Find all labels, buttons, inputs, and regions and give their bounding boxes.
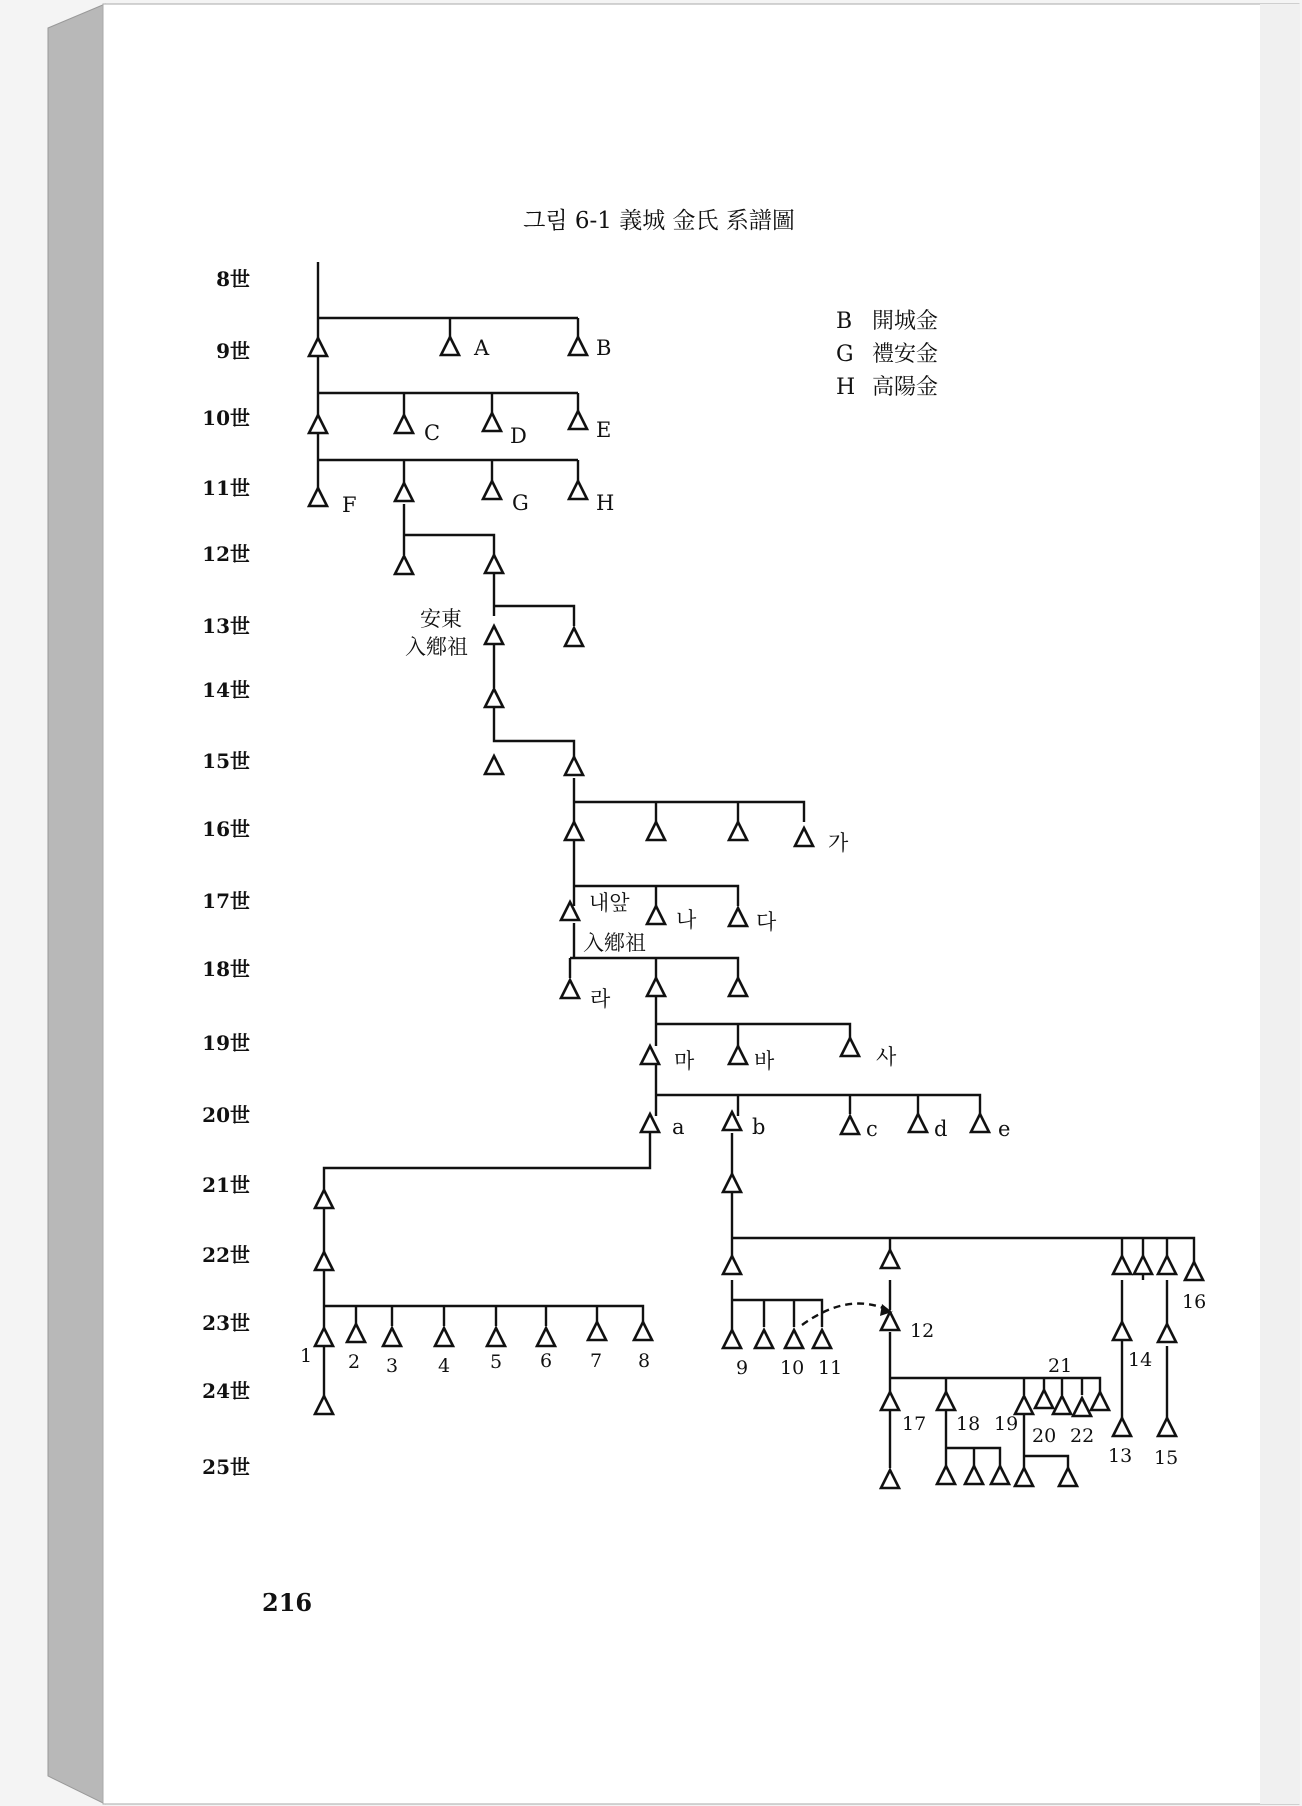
node-label: 入鄕祖 xyxy=(405,635,468,659)
generation-axis xyxy=(202,267,250,1479)
node-label: 라 xyxy=(590,987,611,1011)
node-label: B xyxy=(596,336,612,360)
node-label: 12 xyxy=(910,1320,935,1342)
person-node xyxy=(441,337,459,355)
person-node xyxy=(483,413,501,431)
person-node xyxy=(315,1252,333,1270)
node-label: 마 xyxy=(674,1049,695,1073)
person-node xyxy=(881,1470,899,1488)
person-node xyxy=(395,556,413,574)
legend xyxy=(836,309,938,400)
person-node xyxy=(971,1114,989,1132)
person-node xyxy=(991,1466,1009,1484)
person-node xyxy=(634,1322,652,1340)
person-node xyxy=(795,828,813,846)
node-label: 4 xyxy=(438,1355,451,1377)
person-node xyxy=(565,757,583,775)
person-node xyxy=(487,1328,505,1346)
generation-label: 10世 xyxy=(202,406,250,430)
person-node xyxy=(1059,1468,1077,1486)
generation-label: 15世 xyxy=(202,749,250,773)
generation-label: 25世 xyxy=(202,1455,250,1479)
legend-key: G xyxy=(836,342,854,367)
node-label: 10 xyxy=(780,1357,805,1379)
node-label: d xyxy=(934,1117,948,1141)
generation-label: 14世 xyxy=(202,678,250,702)
person-node xyxy=(723,1174,741,1192)
node-label: 安東 xyxy=(420,607,462,631)
node-label: 1 xyxy=(300,1345,313,1367)
node-label: b xyxy=(752,1115,766,1139)
node-label: 9 xyxy=(736,1357,749,1379)
generation-label: 23世 xyxy=(202,1311,250,1335)
person-node xyxy=(537,1328,555,1346)
person-node xyxy=(1073,1398,1091,1416)
node-label: 바 xyxy=(754,1049,775,1073)
person-node xyxy=(485,756,503,774)
person-node xyxy=(485,689,503,707)
person-node xyxy=(723,1256,741,1274)
node-label: A xyxy=(474,336,490,360)
node-label: 20 xyxy=(1032,1425,1057,1447)
person-node xyxy=(729,908,747,926)
node-label: 7 xyxy=(590,1350,603,1372)
person-node xyxy=(315,1396,333,1414)
node-label: 다 xyxy=(756,910,777,934)
node-label: C xyxy=(424,421,441,445)
node-label: 18 xyxy=(956,1413,981,1435)
page-number: 216 xyxy=(262,1588,313,1617)
person-node xyxy=(588,1322,606,1340)
tree-lines xyxy=(318,262,1194,1470)
legend-value: 開城金 xyxy=(872,309,939,334)
generation-label: 24世 xyxy=(202,1379,250,1403)
node-label: 8 xyxy=(638,1350,651,1372)
node-label: a xyxy=(672,1115,685,1139)
generation-label: 12世 xyxy=(202,542,250,566)
person-node xyxy=(309,488,327,506)
person-node xyxy=(729,978,747,996)
generation-label: 13世 xyxy=(202,614,250,638)
person-node xyxy=(937,1466,955,1484)
person-node xyxy=(723,1330,741,1348)
person-node xyxy=(1113,1256,1131,1274)
node-label: G xyxy=(512,491,529,515)
person-node xyxy=(565,822,583,840)
node-label: 2 xyxy=(348,1351,361,1373)
node-label: 13 xyxy=(1108,1445,1133,1467)
generation-label: 8世 xyxy=(216,267,250,291)
person-node xyxy=(395,415,413,433)
person-node xyxy=(755,1330,773,1348)
person-node xyxy=(965,1466,983,1484)
person-node xyxy=(561,902,579,920)
generation-label: 16世 xyxy=(202,817,250,841)
node-label: 17 xyxy=(902,1413,927,1435)
node-label: 사 xyxy=(876,1045,897,1069)
node-label: 14 xyxy=(1128,1349,1153,1371)
person-node xyxy=(841,1038,859,1056)
person-node xyxy=(1185,1262,1203,1280)
generation-label: 17世 xyxy=(202,889,250,913)
figure-title: 그림 6-1 義城 金氏 系譜圖 xyxy=(523,208,795,234)
person-node xyxy=(1091,1392,1109,1410)
person-node xyxy=(881,1250,899,1268)
person-node xyxy=(483,481,501,499)
node-label: 22 xyxy=(1070,1425,1095,1447)
generation-label: 20世 xyxy=(202,1103,250,1127)
person-node xyxy=(569,411,587,429)
person-node xyxy=(1053,1396,1071,1414)
person-node xyxy=(565,628,583,646)
person-node xyxy=(561,980,579,998)
node-label: 5 xyxy=(490,1351,503,1373)
person-node xyxy=(347,1324,365,1342)
person-node xyxy=(909,1114,927,1132)
person-node xyxy=(881,1392,899,1410)
legend-value: 高陽金 xyxy=(872,375,939,400)
node-labels xyxy=(342,336,1010,1141)
person-node xyxy=(315,1190,333,1208)
person-node xyxy=(1158,1324,1176,1342)
person-node xyxy=(813,1330,831,1348)
person-node xyxy=(937,1392,955,1410)
person-node xyxy=(569,481,587,499)
person-node xyxy=(1015,1396,1033,1414)
person-node xyxy=(729,822,747,840)
node-label: 3 xyxy=(386,1355,399,1377)
person-node xyxy=(485,555,503,573)
node-label: 내앞 xyxy=(589,891,630,915)
person-node xyxy=(1134,1256,1152,1274)
generation-label: 18世 xyxy=(202,957,250,981)
person-node xyxy=(785,1330,803,1348)
person-node xyxy=(435,1328,453,1346)
person-node xyxy=(1015,1468,1033,1486)
node-label: E xyxy=(596,418,612,442)
person-node xyxy=(309,415,327,433)
node-label: 나 xyxy=(676,908,697,932)
legend-key: B xyxy=(836,309,853,334)
node-label: H xyxy=(596,491,615,515)
generation-label: 19世 xyxy=(202,1031,250,1055)
number-labels xyxy=(300,1291,1206,1469)
person-node xyxy=(729,1046,747,1064)
person-node xyxy=(841,1116,859,1134)
node-label: 6 xyxy=(540,1350,553,1372)
node-label: F xyxy=(342,493,357,517)
node-label: 16 xyxy=(1182,1291,1207,1313)
person-node xyxy=(569,337,587,355)
person-node xyxy=(647,822,665,840)
person-node xyxy=(1035,1390,1053,1408)
node-label: 21 xyxy=(1048,1355,1073,1377)
person-node xyxy=(383,1328,401,1346)
person-node xyxy=(1113,1418,1131,1436)
person-node xyxy=(309,338,327,356)
person-node xyxy=(1113,1322,1131,1340)
node-label: D xyxy=(510,424,527,448)
legend-key: H xyxy=(836,375,856,400)
generation-label: 22世 xyxy=(202,1243,250,1267)
person-node xyxy=(395,483,413,501)
person-node xyxy=(1158,1418,1176,1436)
person-node xyxy=(315,1328,333,1346)
node-label: 19 xyxy=(994,1413,1019,1435)
person-node xyxy=(641,1114,659,1132)
generation-label: 9世 xyxy=(216,339,250,363)
person-node xyxy=(647,906,665,924)
node-label: 가 xyxy=(828,831,849,855)
generation-label: 11世 xyxy=(202,476,250,500)
person-node xyxy=(1158,1256,1176,1274)
node-label: 11 xyxy=(818,1357,843,1379)
person-node xyxy=(641,1046,659,1064)
node-label: e xyxy=(998,1117,1011,1141)
person-node xyxy=(485,626,503,644)
node-label: 入鄕祖 xyxy=(583,931,646,955)
node-label: 15 xyxy=(1154,1447,1179,1469)
legend-value: 禮安金 xyxy=(872,342,939,367)
person-node xyxy=(647,978,665,996)
generation-label: 21世 xyxy=(202,1173,250,1197)
node-label: c xyxy=(866,1117,878,1141)
